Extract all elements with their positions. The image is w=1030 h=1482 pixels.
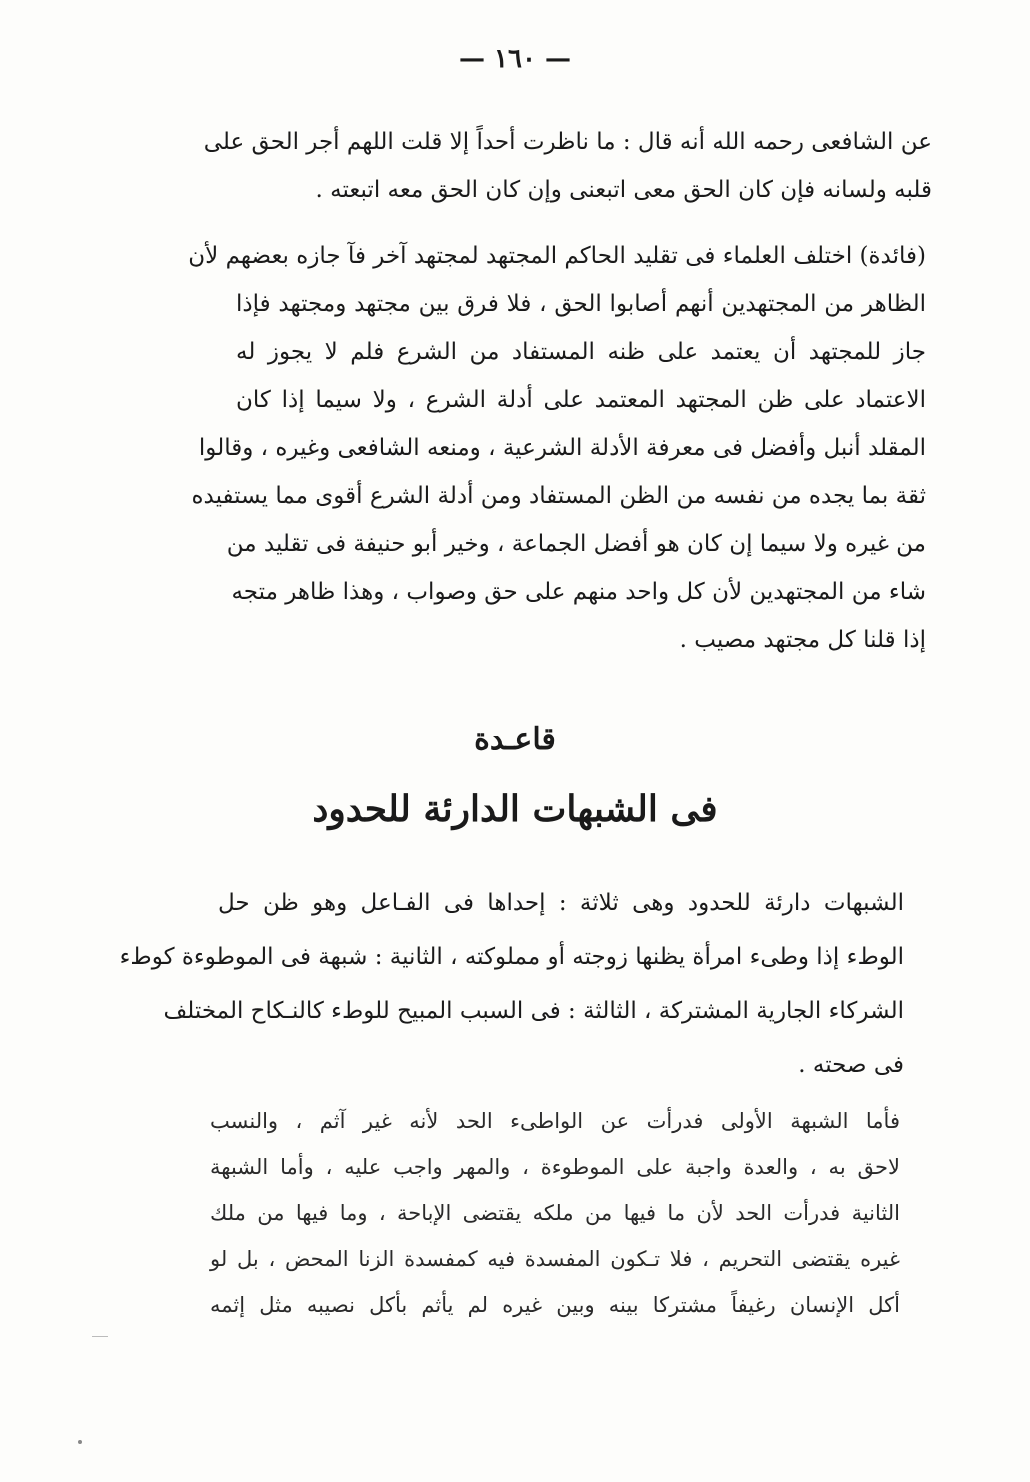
text-line: المقلد أنبل وأفضل فى معرفة الأدلة الشرعية ، ومنعه الشافعى وغيره ، وقالوا: [198, 435, 926, 461]
scan-speck: [78, 1440, 82, 1444]
paragraph-first-shubha: [210, 1098, 900, 1328]
text-line: الاعتماد على ظن المجتهد المعتمد على أدلة الشرع ، ولا سيما إذا كان: [236, 387, 926, 413]
text-line: غيره يقتضى التحريم ، فلا تـكون المفسدة فيه كمفسدة الزنا المحض ، بل لو: [210, 1247, 900, 1271]
paragraph-shafii-quote: [203, 118, 932, 214]
text-line: جاز للمجتهد أن يعتمد على ظنه المستفاد من الشرع فلم لا يجوز له: [236, 339, 926, 365]
text-line: قلبه ولسانه فإن كان الحق معى اتبعنى وإن كان الحق معه اتبعته .: [315, 177, 932, 203]
page-number: — ١٦٠ —: [458, 44, 572, 74]
text-line: فأما الشبهة الأولى فدرأت عن الواطىء الحد لأنه غير آثم ، والنسب: [210, 1109, 900, 1133]
text-line: فى صحته .: [798, 1052, 904, 1078]
text-line: الشبهات دارئة للحدود وهى ثلاثة : إحداها فى الفـاعل وهو ظن حل: [218, 890, 904, 916]
text-line: الثانية فدرأت الحد لأن ما فيها من ملكه يقتضى الإباحة ، وما فيها من ملك: [210, 1201, 900, 1225]
scan-mark: [92, 1336, 108, 1337]
text-line: الظاهر من المجتهدين أنهم أصابوا الحق ، فلا فرق بين مجتهد ومجتهد فإذا: [236, 291, 926, 317]
text-line: شاء من المجتهدين لأن كل واحد منهم على حق وصواب ، وهذا ظاهر متجه: [231, 579, 926, 605]
paragraph-faida: [188, 232, 926, 664]
text-line: الشركاء الجارية المشتركة ، الثالثة : فى السبب المبيح للوطء كالنـكاح المختلف: [163, 998, 904, 1024]
section-heading-rule: قاعـدة: [474, 722, 556, 757]
text-line: ثقة بما يجده من نفسه من الظن المستفاد ومن أدلة الشرع أقوى مما يستفيده: [191, 483, 926, 509]
text-line: من غيره ولا سيما إن كان هو أفضل الجماعة ، وخير أبو حنيفة فى تقليد من: [226, 531, 926, 557]
text-line: (فائدة) اختلف العلماء فى تقليد الحاكم المجتهد لمجتهد آخر فآ جازه بعضهم لأن: [188, 243, 926, 269]
text-line: لاحق به ، والعدة واجبة على الموطوءة ، والمهر واجب عليه ، وأما الشبهة: [210, 1155, 900, 1179]
text-line: الوطء إذا وطىء امرأة يظنها زوجته أو مملوكته ، الثانية : شبهة فى الموطوءة كوطء: [119, 944, 904, 970]
text-line: أكل الإنسان رغيفاً مشتركا بينه وبين غيره لم يأثم بأكل نصيبه مثل إثمه: [210, 1293, 900, 1317]
text-line: إذا قلنا كل مجتهد مصيب .: [679, 627, 926, 653]
paragraph-shubuhat-intro: [119, 876, 904, 1092]
section-heading-title: فى الشبهات الدارئة للحدود: [312, 788, 718, 830]
text-line: عن الشافعى رحمه الله أنه قال : ما ناظرت أحداً إلا قلت اللهم أجر الحق على: [203, 129, 932, 155]
